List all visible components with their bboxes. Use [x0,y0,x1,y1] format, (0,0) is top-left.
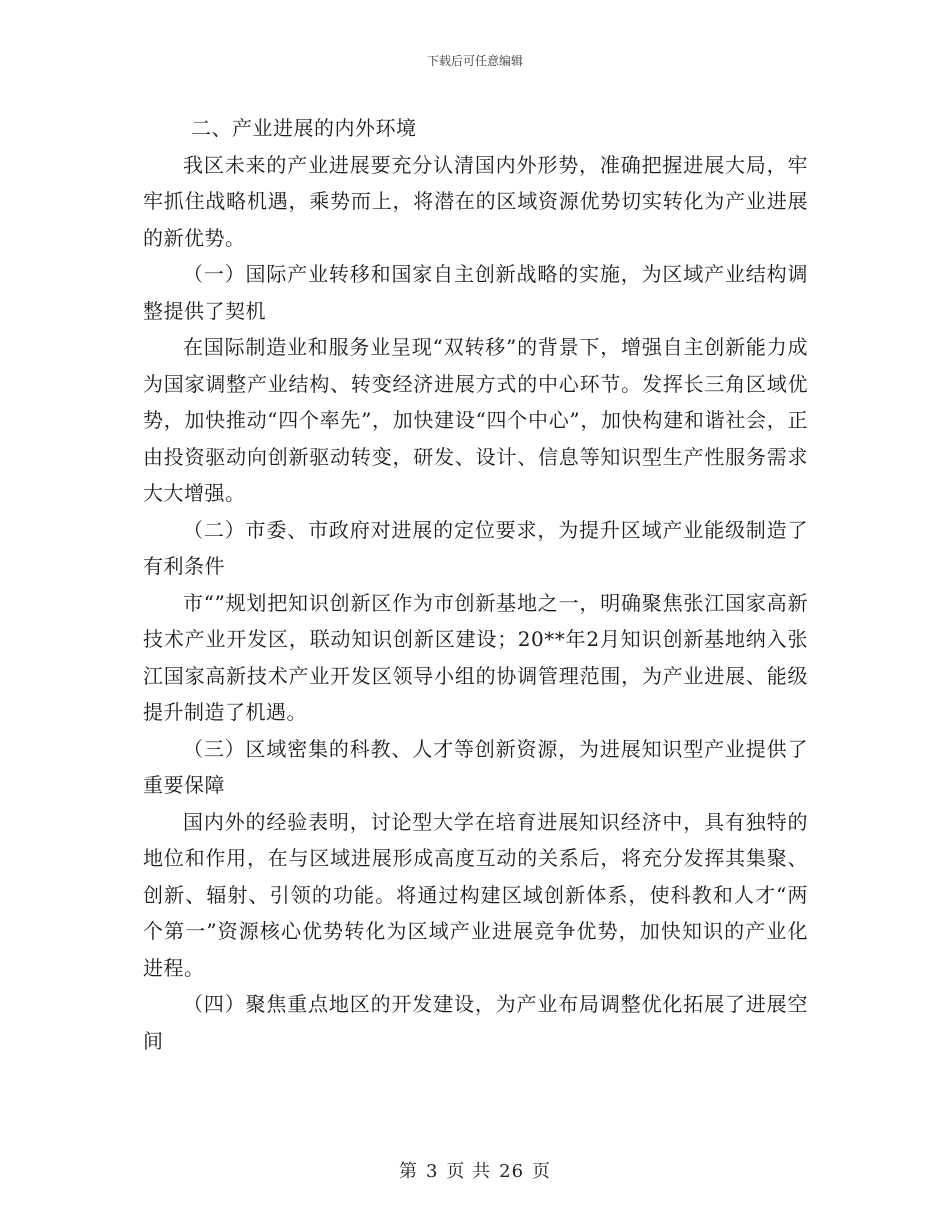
current-page-number: 3 [425,1161,439,1182]
footer-prefix: 第 [398,1161,418,1182]
page-footer [0,1157,950,1183]
body-paragraph: 国内外的经验表明，讨论型大学在培育进展知识经济中，具有独特的地位和作用，在与区域进展形成高度互动的关系后，将充分发挥其集聚、创新、辐射、引领的功能。将通过构建区域创新体系，使科教和人才“两个第一”资源核心优势转化为区域产业进展竞争优势，加快知识的产业化进程。 [143,809,808,980]
subsection-heading: （三）区域密集的科教、人才等创新资源，为进展知识型产业提供了重要保障 [143,736,808,797]
document-body [143,110,808,1059]
total-pages-number: 26 [499,1161,525,1182]
subsection-heading: （四）聚焦重点地区的开发建设，为产业布局调整优化拓展了进展空间 [143,992,808,1053]
footer-suffix: 页 [532,1161,552,1182]
subsection-heading: （二）市委、市政府对进展的定位要求，为提升区域产业能级制造了有利条件 [143,517,808,578]
page-header-note: 下载后可任意编辑 [426,54,523,68]
body-paragraph: 在国际制造业和服务业呈现“双转移”的背景下，增强自主创新能力成为国家调整产业结构、转变经济进展方式的中心环节。发挥长三角区域优势，加快推动“四个率先”，加快建设“四个中心”，加快构建和谐社会，正由投资驱动向创新驱动转变，研发、设计、信息等知识型生产性服务需求大大增强。 [143,335,808,505]
footer-middle: 页 共 [446,1161,492,1182]
body-paragraph: 市“”规划把知识创新区作为市创新基地之一，明确聚焦张江国家高新技术产业开发区，联动知识创新区建设；20**年2月知识创新基地纳入张江国家高新技术产业开发区领导小组的协调管理范围，为产业进展、能级提升制造了机遇。 [143,590,808,724]
body-paragraph: 我区未来的产业进展要充分认清国内外形势，准确把握进展大局，牢牢抓住战略机遇，乘势而上，将潜在的区域资源优势切实转化为产业进展的新优势。 [143,152,808,250]
subsection-heading: （一）国际产业转移和国家自主创新战略的实施，为区域产业结构调整提供了契机 [143,262,808,323]
section-heading: 二、产业进展的内外环境 [191,116,417,140]
